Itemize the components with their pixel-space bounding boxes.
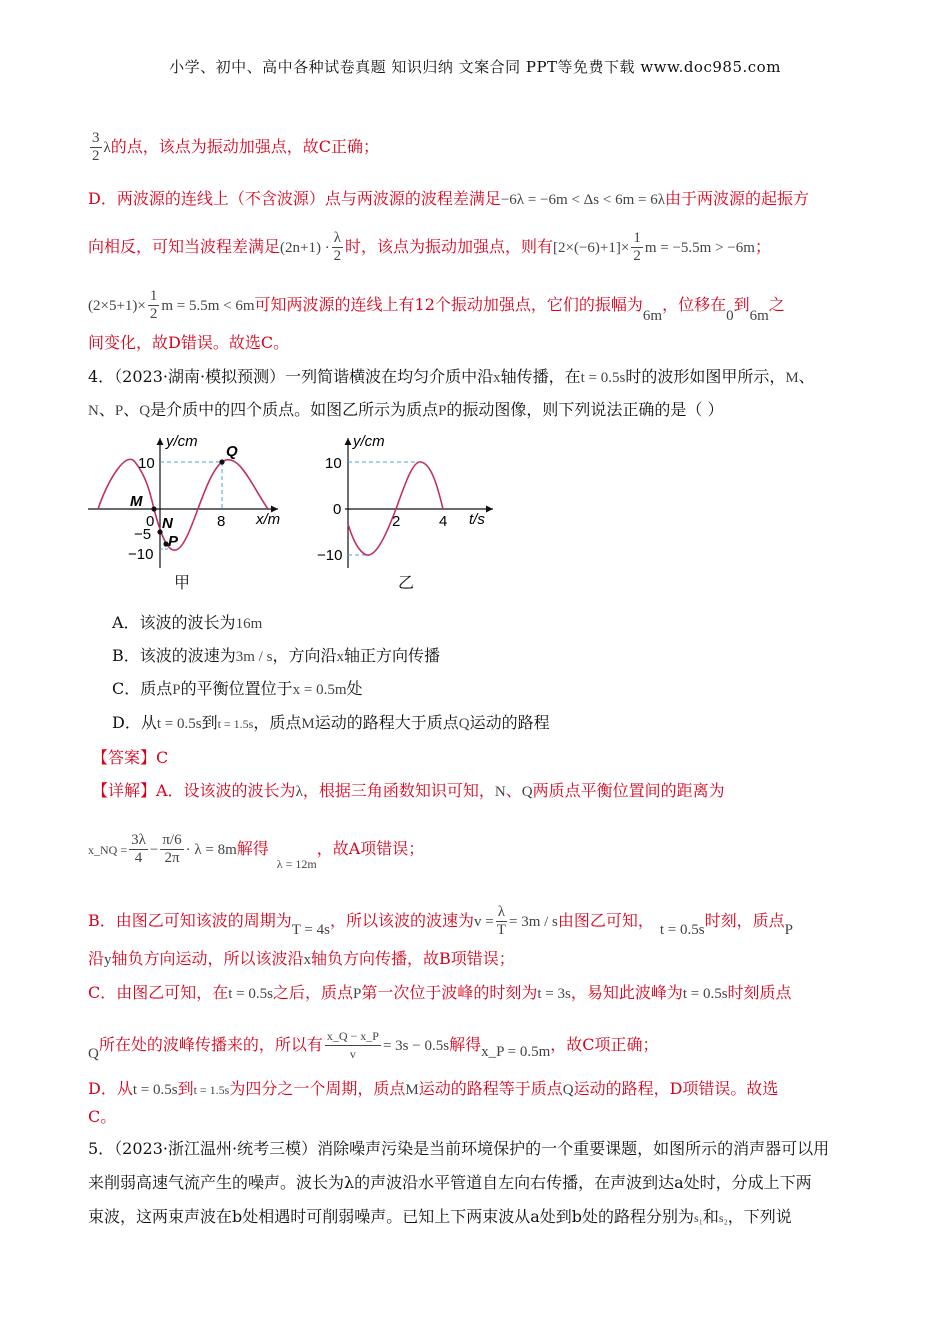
- tick-0: 0: [333, 501, 342, 518]
- answer-line: 【答案】C: [92, 748, 169, 767]
- y-label: y/cm: [166, 433, 198, 450]
- figure-jia-caption: 甲: [174, 573, 191, 592]
- q5-line-2: 来削弱高速气流产生的噪声。波长为λ的声波沿水平管道自左向右传播，在声波到达a处时，分成上下两: [88, 1173, 812, 1192]
- detail-c-1: C．由图乙可知，在t = 0.5s之后，质点P第一次位于波峰的时刻为t = 3s，易知此波峰为t = 0.5s时刻质点: [88, 983, 792, 1002]
- option-d[interactable]: D．从t = 0.5s到t = 1.5s，质点M运动的路程大于质点Q运动的路程: [112, 713, 550, 732]
- tick-x-8: 8: [217, 513, 226, 530]
- option-c[interactable]: C．质点P的平衡位置位于x = 0.5m处: [112, 679, 363, 698]
- option-b[interactable]: B．该波的波速为3m / s，方向沿x轴正方向传播: [112, 646, 440, 665]
- x-label: t/s: [469, 511, 485, 528]
- figure-jia-wave: [88, 432, 298, 570]
- prev-line-d4: 间变化，故D错误。故选C。: [88, 333, 290, 352]
- option-a[interactable]: A．该波的波长为16m: [112, 613, 263, 632]
- prev-line-1: $\frac{3}{2}$ λ的点，该点为振动加强点，故C正确；: [92, 130, 380, 164]
- tick-y-n10: −10: [128, 546, 154, 563]
- label-p: P: [168, 533, 179, 550]
- prev-line-d2: 向相反，可知当波程差满足(2n+1) · $\frac{\lambda}{2}$ 时，该点为振动加强点，则有[2×(−6)+1]× $\frac{1}{2}$ m = −5.5m > −6m；: [88, 230, 771, 264]
- figure-yi-caption: 乙: [398, 573, 415, 592]
- tick-y-n10: −10: [317, 547, 343, 564]
- tick-x-4: 4: [439, 513, 448, 530]
- label-q: Q: [226, 443, 238, 460]
- fraction-3-2: $\frac{3}{2}$: [92, 130, 100, 164]
- prev-line-d1: D．两波源的连线上（不含波源）点与两波源的波程差满足−6λ = −6m < Δs < 6m = 6λ由于两波源的起振方: [88, 189, 809, 208]
- q5-line-3: 束波，这两束声波在b处相遇时可削弱噪声。已知上下两束波从a处到b处的路程分别为s₁和s₂，下列说: [88, 1207, 792, 1226]
- prev-line-d3: (2×5+1)× $\frac{1}{2}$ m = 5.5m < 6m可知两波源的连线上有12个振动加强点，它们的振幅为6m，位移在0到6m之: [88, 288, 785, 324]
- y-label: y/cm: [353, 433, 385, 450]
- q5-line-1: 5．（2023·浙江温州·统考三模）消除噪声污染是当前环境保护的一个重要课题，如图所示的消声器可以用: [88, 1139, 830, 1158]
- point-m: [151, 506, 156, 511]
- detail-c-2: Q所在处的波峰传播来的，所以有 $\frac{x\_Q - x\_P}{v}$ = 3s − 0.5s解得x_P = 0.5m，故C项正确；: [88, 1029, 659, 1062]
- tick-y-n5: −5: [134, 526, 152, 543]
- detail-b-2: 沿y轴负方向运动，所以该波沿x轴负方向传播，故B项错误；: [88, 949, 515, 968]
- detail-a-1: 【详解】A．设该波的波长为λ，根据三角函数知识可知，N、Q两质点平衡位置间的距离为: [92, 781, 725, 800]
- detail-d-2: C。: [88, 1107, 117, 1126]
- wave-curve: [98, 459, 268, 550]
- point-q: [219, 459, 224, 464]
- page-header: 小学、初中、高中各种试卷真题 知识归纳 文案合同 PPT等免费下载 www.doc985.com: [169, 58, 781, 76]
- detail-b-1: B．由图乙可知该波的周期为T = 4s，所以该波的波速为v = $\frac{\lambda}{T}$ = 3m / s由图乙可知， t = 0.5s时刻，质点P: [88, 904, 793, 938]
- detail-d-1: D．从t = 0.5s到t = 1.5s为四分之一个周期，质点M运动的路程等于质点Q运动的路程，D项错误。故选: [88, 1079, 779, 1098]
- q4-stem-1: 4．（2023·湖南·模拟预测）一列简谐横波在均匀介质中沿x轴传播，在t = 0.5s时的波形如图甲所示，M、: [88, 367, 815, 386]
- tick-x-2: 2: [392, 513, 401, 530]
- tick-y-10: 10: [325, 455, 342, 472]
- tick-0: 0: [146, 513, 155, 530]
- tick-y-10: 10: [138, 455, 155, 472]
- label-m: M: [130, 493, 143, 510]
- label-n: N: [162, 515, 173, 532]
- detail-a-2: x_NQ = $\frac{3\lambda}{4}$ − $\frac{\pi/6}{2\pi}$ · λ = 8m解得$_{\lambda = 12m}$，故A项错误；: [88, 832, 425, 871]
- figure-yi-vibration: [315, 432, 505, 570]
- x-label: x/m: [256, 511, 281, 528]
- q4-stem-2: N、P、Q是介质中的四个质点。如图乙所示为质点P的振动图像，则下列说法正确的是（ ）: [88, 400, 724, 419]
